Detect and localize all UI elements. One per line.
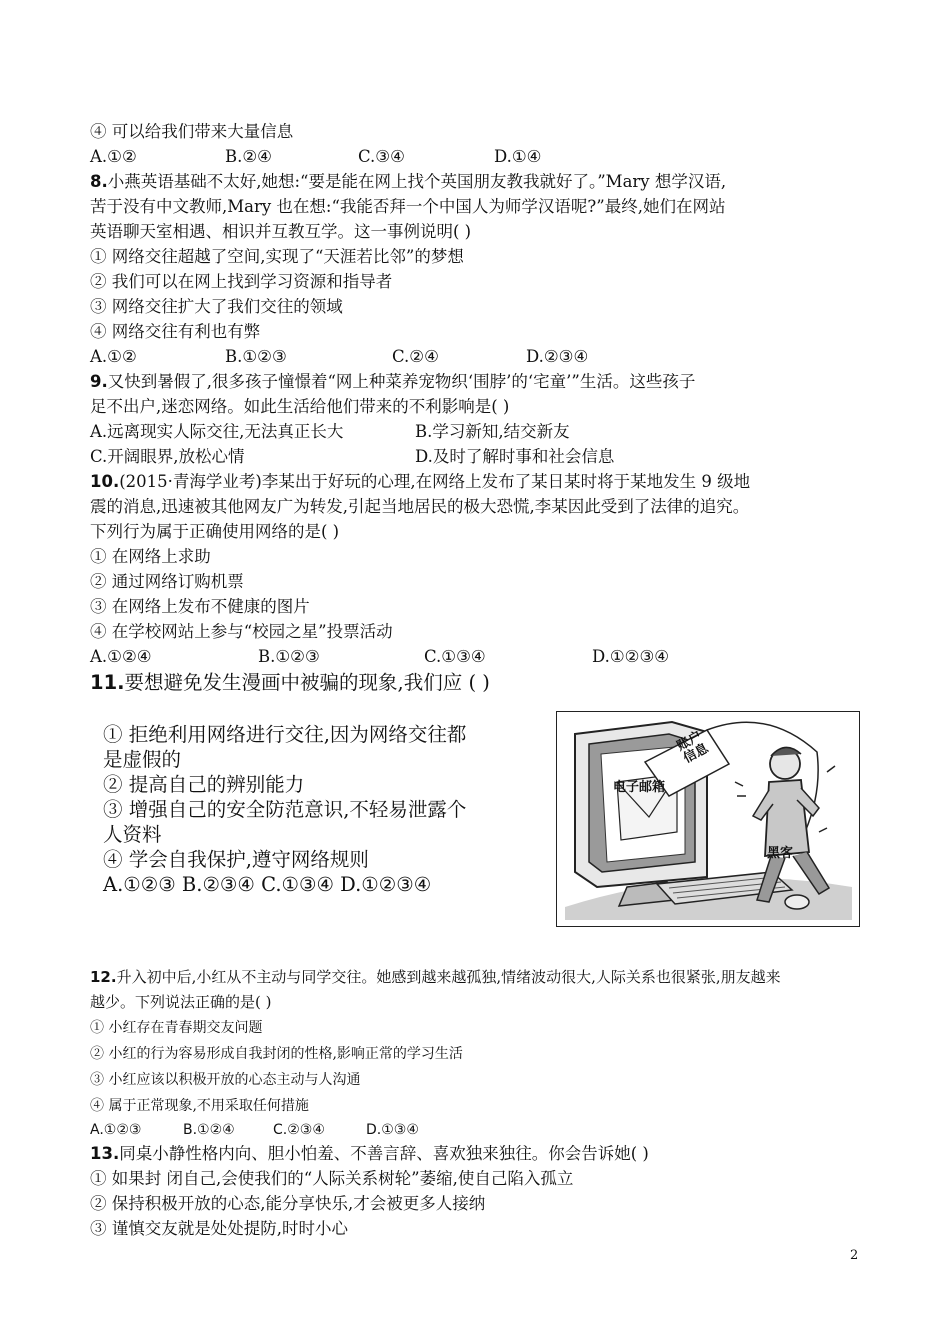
question-number: 10.	[90, 472, 120, 491]
question-number: 11.	[90, 671, 125, 694]
q11-options-block	[103, 722, 548, 897]
q8-option-2: ② 我们可以在网上找到学习资源和指导者	[90, 272, 393, 291]
choice-d: D.①③④	[366, 1122, 419, 1138]
q11-choices: A.①②③ B.②③④ C.①③④ D.①②③④	[103, 873, 432, 896]
q8-stem-line-2: 苦于没有中文教师,Mary 也在想:“我能否拜一个中国人为师学汉语呢?”最终,她们在网站	[90, 197, 726, 216]
q8-option-4: ④ 网络交往有利也有弊	[90, 322, 261, 341]
choice-b: B.①②④	[183, 1122, 235, 1138]
q12-stem-line-2: 越少。下列说法正确的是( )	[90, 993, 272, 1011]
q10-option-2: ② 通过网络订购机票	[90, 572, 244, 591]
q9-stem-line-2: 足不出户,迷恋网络。如此生活给他们带来的不利影响是( )	[90, 397, 510, 416]
choice-b: B.②④	[225, 147, 272, 166]
q13-option-2: ② 保持积极开放的心态,能分享快乐,才会被更多人接纳	[90, 1194, 486, 1213]
q8-option-3: ③ 网络交往扩大了我们交往的领域	[90, 297, 343, 316]
choice-b: B.①②③	[225, 347, 287, 366]
choice-b: B.学习新知,结交新友	[415, 422, 570, 441]
q8-stem-line-3: 英语聊天室相遇、相识并互教互学。这一事例说明( )	[90, 222, 472, 241]
q12-option-2: ② 小红的行为容易形成自我封闭的性格,影响正常的学习生活	[90, 1046, 463, 1062]
q11-line-1: ① 拒绝利用网络进行交往,因为网络交往都	[103, 723, 467, 746]
q7-option-4: ④ 可以给我们带来大量信息	[90, 122, 294, 141]
choice-d: D.及时了解时事和社会信息	[415, 447, 615, 466]
q12-option-1: ① 小红存在青春期交友问题	[90, 1020, 263, 1036]
q11-line-6: ④ 学会自我保护,遵守网络规则	[103, 848, 369, 871]
q10-choices	[90, 645, 669, 669]
choice-c: C.①③④	[424, 647, 486, 666]
q9-stem-line-1: 9.又快到暑假了,很多孩子憧憬着“网上种菜养宠物织‘围脖’的‘宅童’”生活。这些孩子	[90, 372, 696, 391]
q12-stem-line-1: 12.升入初中后,小红从不主动与同学交往。她感到越来越孤独,情绪波动很大,人际关系也很紧张,朋友越来	[90, 968, 781, 986]
choice-a: A.①②	[90, 347, 137, 366]
q8-option-1: ① 网络交往超越了空间,实现了“天涯若比邻”的梦想	[90, 247, 464, 266]
question-number: 9.	[90, 372, 108, 391]
q7-choices	[90, 145, 541, 169]
q10-stem-line-2: 震的消息,迅速被其他网友广为转发,引起当地居民的极大恐慌,李某因此受到了法律的追究。	[90, 497, 750, 516]
cartoon-hacker-illustration	[556, 711, 860, 927]
cartoon-drawing	[557, 712, 858, 925]
q9-choices-row-2	[90, 445, 614, 469]
choice-d: D.①②③④	[592, 647, 670, 666]
cartoon-label-hacker: 黑客	[767, 846, 794, 861]
choice-c: C.②④	[392, 347, 439, 366]
cartoon-label-account: 账户信息	[674, 728, 712, 767]
q10-stem-line-1: 10.(2015·青海学业考)李某出于好玩的心理,在网络上发布了某日某时将于某地发生 9 级地	[90, 472, 751, 491]
q12-choices	[90, 1118, 419, 1142]
q11-line-3: ② 提高自己的辨别能力	[103, 773, 305, 796]
choice-a: A.①②	[90, 147, 137, 166]
choice-c: C.③④	[358, 147, 405, 166]
question-number: 12.	[90, 968, 117, 986]
choice-a: A.①②④	[90, 647, 152, 666]
q11-stem: 11.要想避免发生漫画中被骗的现象,我们应 ( )	[90, 671, 490, 694]
q11-line-2: 是虚假的	[103, 748, 182, 771]
question-number: 8.	[90, 172, 108, 191]
choice-c: C.开阔眼界,放松心情	[90, 447, 245, 466]
question-number: 13.	[90, 1144, 120, 1163]
q13-option-3: ③ 谨慎交友就是处处提防,时时小心	[90, 1219, 348, 1238]
choice-c: C.②③④	[273, 1122, 325, 1138]
q11-line-5: 人资料	[103, 823, 162, 846]
q8-choices	[90, 345, 588, 369]
choice-d: D.②③④	[526, 347, 589, 366]
choice-b: B.①②③	[258, 647, 320, 666]
choice-a: A.远离现实人际交往,无法真正长大	[90, 422, 344, 441]
q10-option-1: ① 在网络上求助	[90, 547, 211, 566]
cartoon-label-mailbox: 电子邮箱	[613, 780, 666, 795]
q9-choices-row-1	[90, 420, 570, 444]
choice-d: D.①④	[494, 147, 542, 166]
q10-option-4: ④ 在学校网站上参与“校园之星”投票活动	[90, 622, 393, 641]
q12-option-3: ③ 小红应该以积极开放的心态主动与人沟通	[90, 1072, 361, 1088]
q13-stem: 13.同桌小静性格内向、胆小怕羞、不善言辞、喜欢独来独往。你会告诉她( )	[90, 1144, 649, 1163]
q11-line-4: ③ 增强自己的安全防范意识,不轻易泄露个	[103, 798, 467, 821]
choice-a: A.①②③	[90, 1122, 142, 1138]
q13-option-1: ① 如果封 闭自己,会使我们的“人际关系树轮”萎缩,使自己陷入孤立	[90, 1169, 574, 1188]
q10-option-3: ③ 在网络上发布不健康的图片	[90, 597, 310, 616]
page-number: 2	[850, 1248, 859, 1263]
q8-stem-line-1: 8.小燕英语基础不太好,她想:“要是能在网上找个英国朋友教我就好了。”Mary 想学汉语,	[90, 172, 727, 191]
q12-option-4: ④ 属于正常现象,不用采取任何措施	[90, 1098, 309, 1114]
q10-stem-line-3: 下列行为属于正确使用网络的是( )	[90, 522, 340, 541]
